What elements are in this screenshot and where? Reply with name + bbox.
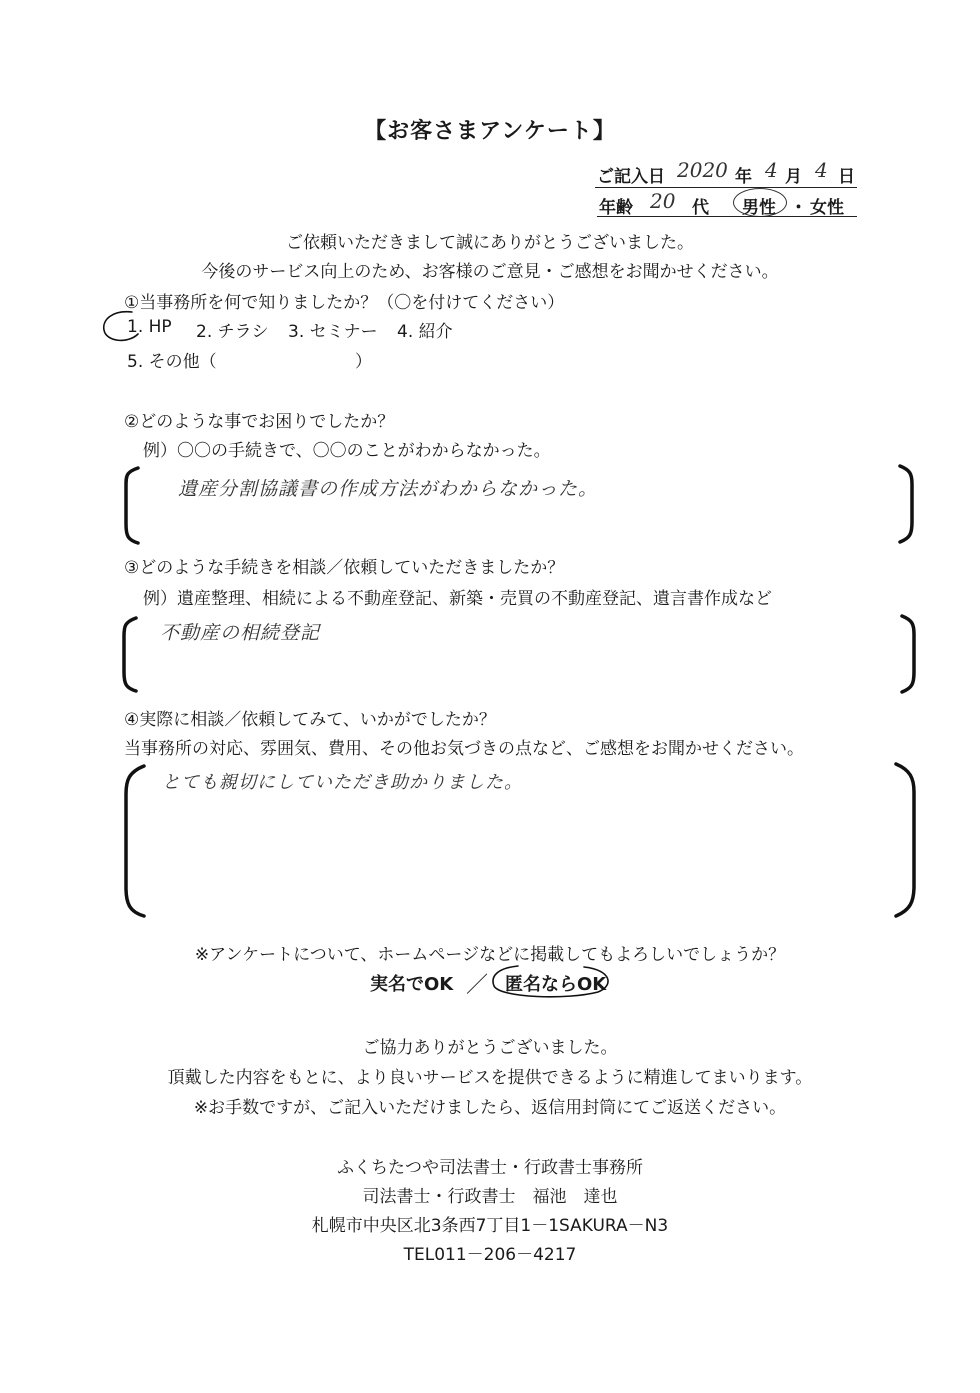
q1-hp-circle <box>98 308 143 348</box>
date-underline <box>595 187 857 188</box>
closing-line-2: 頂戴した内容をもとに、より良いサービスを提供できるように精進してまいります。 <box>167 1068 813 1088</box>
q1-option-referral: 4. 紹介 <box>397 322 453 342</box>
publish-anonymous: 匿名ならOK <box>505 974 607 995</box>
q2-example: 例）〇〇の手続きで、〇〇のことがわからなかった。 <box>143 441 551 461</box>
gender-male: 男性 <box>742 198 776 218</box>
gender-separator: ・ <box>790 198 807 218</box>
q2-bracket-right <box>896 464 916 544</box>
q4-bracket-left <box>124 764 148 920</box>
page-title: 【お客さまアンケート】 <box>364 119 616 144</box>
day-value: 4 <box>815 158 828 182</box>
q2-bracket-left <box>124 466 144 546</box>
month-unit: 月 <box>785 167 802 187</box>
age-label: 年齢 <box>599 198 633 218</box>
intro-line-2: 今後のサービス向上のため、お客様のご意見・ご感想をお聞かせください。 <box>201 262 779 282</box>
q3-answer: 不動産の相続登記 <box>160 622 321 644</box>
q4-example: 当事務所の対応、雰囲気、費用、その他お気づきの点など、ご感想をお聞かせください。 <box>124 739 804 759</box>
q1-option-seminar: 3. セミナー <box>288 322 378 342</box>
q4-question: ④実際に相談／依頼してみて、いかがでしたか？ <box>124 710 496 730</box>
closing-line-1: ご協力ありがとうございました。 <box>362 1038 618 1058</box>
office-address: 札幌市中央区北3条西7丁目1－1SAKURA－N3 <box>311 1216 669 1236</box>
q1-option-flyer: 2. チラシ <box>196 322 269 342</box>
publish-anonymous-circle <box>488 962 618 1002</box>
publish-question: ※アンケートについて、ホームページなどに掲載してもよろしいでしょうか？ <box>194 945 786 965</box>
q3-bracket-right <box>898 614 918 694</box>
publish-slash: ／ <box>466 973 489 998</box>
q2-question: ②どのような事でお困りでしたか？ <box>124 412 395 432</box>
q3-question: ③どのような手続きを相談／依頼していただきましたか？ <box>124 558 565 578</box>
q1-option-hp: 1. HP <box>127 317 172 337</box>
year-value: 2020 <box>677 158 728 182</box>
q1-other-close: ） <box>355 352 372 372</box>
year-unit: 年 <box>735 167 752 187</box>
date-label: ご記入日 <box>597 167 665 187</box>
q3-bracket-left <box>122 616 142 694</box>
office-name: ふくちたつや司法書士・行政書士事務所 <box>337 1158 643 1178</box>
intro-line-1: ご依頼いただきまして誠にありがとうございました。 <box>286 233 694 253</box>
q1-question: ①当事務所を何で知りましたか？（〇を付けてください） <box>124 293 565 313</box>
q3-example: 例）遺産整理、相続による不動産登記、新築・売買の不動産登記、遺言書作成など <box>143 589 772 609</box>
gender-female: 女性 <box>810 198 844 218</box>
age-unit: 代 <box>692 198 709 218</box>
age-underline <box>597 216 857 217</box>
day-unit: 日 <box>838 167 855 187</box>
q2-answer: 遺産分割協議書の作成方法がわからなかった。 <box>178 478 599 500</box>
publish-real-name: 実名でOK <box>370 974 454 995</box>
gender-male-circle <box>733 188 787 217</box>
age-value: 20 <box>650 189 676 213</box>
office-tel: TEL011－206－4217 <box>403 1245 577 1265</box>
closing-line-3: ※お手数ですが、ご記入いただけましたら、返信用封筒にてご返送ください。 <box>193 1098 787 1118</box>
month-value: 4 <box>765 158 778 182</box>
q4-answer: とても親切にしていただき助かりました。 <box>162 772 523 793</box>
office-person: 司法書士・行政書士 福池 達也 <box>362 1187 618 1207</box>
q1-option-other: 5. その他（ <box>127 352 217 372</box>
q4-bracket-right <box>892 762 916 920</box>
